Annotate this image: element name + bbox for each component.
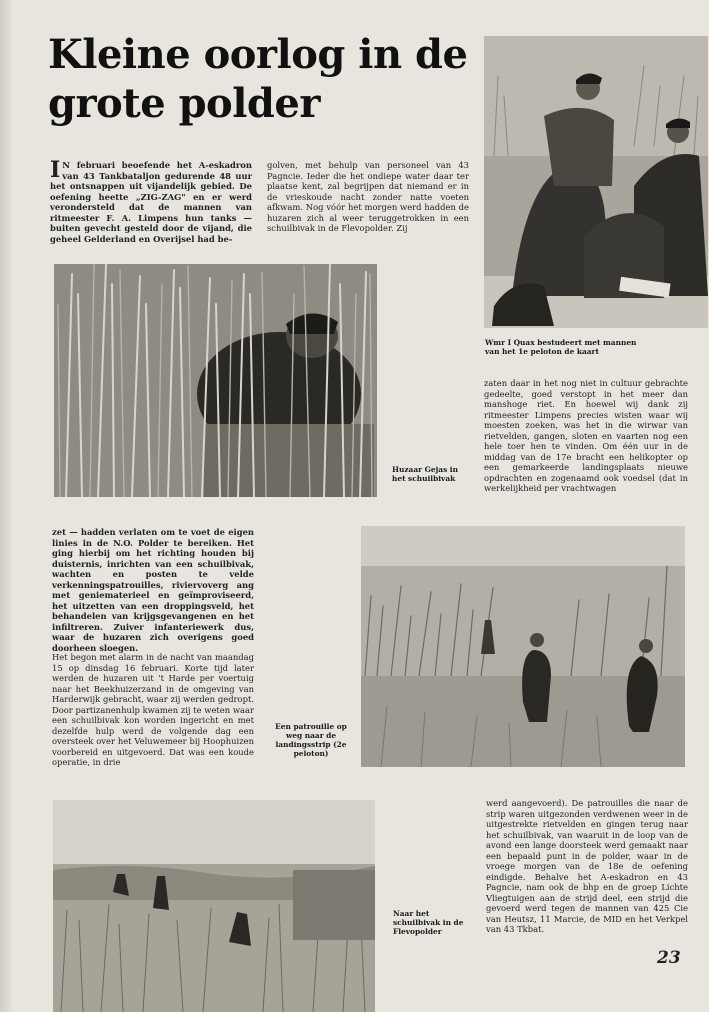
photo-patrol-to-landing-strip	[361, 526, 685, 767]
page-number: 23	[657, 948, 681, 968]
body-column-6: werd aangevoerd). De patrouilles die naar de strip waren uitgezonden verdwenen weer in de uitgestrekte rietvelden en gingen terug naar het schuilbivak, van waaruit in de loop van de avond een lange doorsteek werd gemaakt naar een bepaald punt in de polder, waar in de vroege morgen van de 18e de oefening eindigde. Behalve het A-eskadron en 43 Pagncie, nam ook de bhp en de groep Lichte Vliegtuigen aan de strijd deel, een strijd die gevoerd werd tegen de mannen van 425 Cie van Heutsz, 11 Marcie, de MID en het Verkpel van 43 Tkbat.	[486, 798, 688, 934]
drop-cap: I	[50, 157, 61, 183]
photo-marsh-flevopolder	[53, 800, 375, 1012]
body-column-3: zaten daar in het nog niet in cultuur gebrachte gedeelte, goed verstopt in het meer dan manshoge riet. En hoewel wij dank zij ritmeester Limpens precies wisten waar wij moesten zoeken, was het in die wirwar van rietvelden, gangen, sloten en vaarten nog een hele toer hen te vinden. Om één uur in de middag van de 17e bracht een helikopter op een gemarkeerde landingsplaats nieuwe opdrachten en zogenaamd ook voedsel (dat in werkelijkheid per vrachtwagen	[484, 378, 688, 493]
caption-photo-1: Wmr I Quax bestudeert met mannen van het 1e peloton de kaart	[485, 338, 637, 356]
intro-paragraph	[50, 157, 252, 252]
intro-text: N februari beoefende het A-eskadron van 43 Tankbataljon gedurende 48 uur het ontsnappen uit vijandelijk gebied. De oefening heette „ZIG-ZAG" en er werd verondersteld dat de mannen van ritmeester F. A. Limpens hun tanks — buiten gevecht gesteld door de vijand, die geheel Gelderland en Overijsel had be-	[50, 160, 252, 244]
caption-photo-2: Huzaar Gejas in het schuilbivak	[392, 465, 458, 483]
photo-soldiers-with-map	[484, 36, 708, 328]
body-column-4: zet — hadden verlaten om te voet de eigen linies in de N.O. Polder te bereiken. Het ging hierbij om het richting houden bij duisternis, inrichten van een schuilbivak, wachten en posten te velde verkenningspatrouilles, riviervoverg ang met geniematerieel en geïmproviseerd, het uitzetten van een droppingsveld, het behandelen van krijgsgevangenen en het infiltreren. Zuiver infanteriewerk dus, waar de huzaren zich overigens goed doorheen sloegen.	[52, 527, 254, 653]
article-title: Kleine oorlog in de grote polder	[48, 31, 468, 127]
caption-photo-3: Een patrouille op weg naar de landingsstrip (2e peloton)	[275, 722, 347, 758]
caption-photo-4: Naar het schuilbivak in de Flevopolder	[393, 909, 464, 936]
body-column-5: Het begon met alarm in de nacht van maandag 15 op dinsdag 16 februari. Korte tijd later werden de huzaren uit 't Harde per voertuig naar het Beekhuizerzand in de omgeving van Harderwijk gebracht, waar zij werden gedropt. Door partizanenhulp kwamen zij te weten waar een schuilbivak kon worden ingericht en met dezelfde hulp werd de volgende dag een oversteek over het Veluwemeer bij Hoophuizen voorbereid en uitgevoerd. Dat was een koude operatie, in drie	[52, 652, 254, 767]
photo-hussar-in-reeds	[54, 264, 377, 497]
body-column-2: golven, met behulp van personeel van 43 Pagncie. Ieder die het ondiepe water daar ter plaatse kent, zal begrijpen dat niemand er in de vrieskoude nacht zonder natte voeten afkwam. Nog vóór het morgen werd hadden de huzaren zich al weer teruggetrokken in een schuilbivak in de Flevopolder. Zij	[267, 160, 469, 233]
page-edge	[0, 0, 14, 1012]
